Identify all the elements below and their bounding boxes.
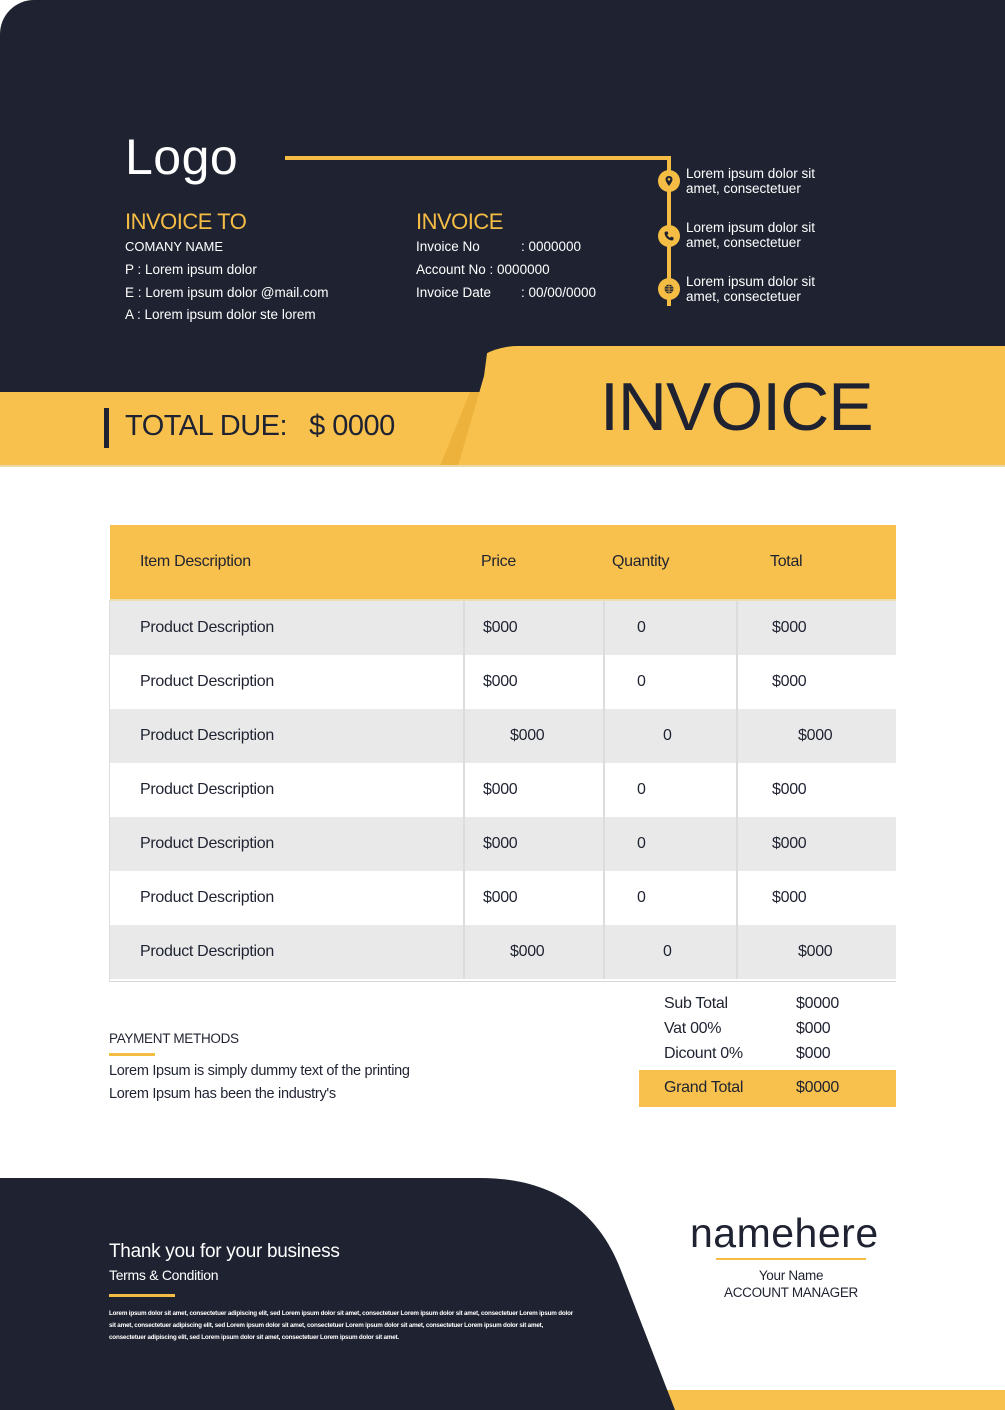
company-name: COMANY NAME: [125, 239, 223, 254]
payment-text-line-2: Lorem Ipsum has been the industry's: [109, 1086, 336, 1102]
row-price: $000: [463, 925, 603, 979]
row-description: Product Description: [140, 727, 274, 744]
row-quantity: 0: [603, 655, 736, 709]
contact-website: Lorem ipsum dolor sit amet, consectetuer: [686, 274, 816, 304]
row-description: Product Description: [140, 781, 274, 798]
payment-methods-title: PAYMENT METHODS: [109, 1031, 239, 1046]
row-total: $000: [736, 871, 896, 925]
table-row: [110, 925, 896, 979]
row-total: $000: [736, 655, 896, 709]
items-table: [110, 525, 896, 979]
terms-underline: [109, 1294, 175, 1297]
row-quantity: 0: [603, 925, 736, 979]
logo: Logo: [125, 129, 239, 185]
row-quantity: 0: [603, 709, 736, 763]
client-address: A : Lorem ipsum dolor ste lorem: [125, 307, 316, 322]
table-row: [110, 763, 896, 817]
invoice-to-title: INVOICE TO: [125, 209, 247, 234]
sub-total: Sub Total $0000: [664, 995, 839, 1012]
row-quantity: 0: [603, 817, 736, 871]
invoice-info-title: INVOICE: [416, 209, 503, 234]
row-price: $000: [463, 763, 603, 817]
column-header-total: Total: [770, 553, 803, 570]
row-price: $000: [463, 871, 603, 925]
table-header: [110, 525, 896, 601]
row-total: $000: [736, 763, 896, 817]
row-description: Product Description: [140, 889, 274, 906]
table-row: [110, 817, 896, 871]
row-total: $000: [736, 817, 896, 871]
terms-body: Lorem ipsum dolor sit amet, consectetuer adipiscing elit, sed Lorem ipsum dolor sit amet, consectetuer Lorem ipsum dolor sit amet, consectetuer Lorem ipsum dolor sit amet, consectetuer adipiscing elit, sed Lorem ipsum dolor sit amet, consectetuer Lorem ipsum dolor sit amet, consectetuer Lorem ipsum dolor sit amet, consectetuer adipiscing elit, sed Lorem ipsum dolor sit amet, consectetuer Lorem ipsum dolor sit amet.: [109, 1310, 573, 1341]
signer-role: ACCOUNT MANAGER: [723, 1285, 858, 1300]
client-phone: P : Lorem ipsum dolor: [125, 262, 257, 277]
column-header-quantity: Quantity: [612, 553, 670, 570]
payment-text-line-1: Lorem Ipsum is simply dummy text of the printing: [109, 1063, 410, 1079]
signature-line: [716, 1258, 866, 1260]
discount: Dicount 0% $000: [664, 1045, 831, 1062]
row-description: Product Description: [140, 673, 274, 690]
payment-underline: [109, 1053, 155, 1056]
total-due: TOTAL DUE: $ 0000: [125, 410, 395, 442]
signature: namehere: [690, 1210, 879, 1256]
contact-phone: Lorem ipsum dolor sit amet, consectetuer: [686, 220, 816, 250]
invoice-date: Invoice Date : 00/00/0000: [416, 285, 597, 300]
vat: Vat 00% $000: [664, 1020, 831, 1037]
logo-divider-line: [285, 156, 670, 160]
column-header-description: Item Description: [140, 553, 251, 570]
column-header-price: Price: [481, 553, 516, 570]
row-quantity: 0: [603, 763, 736, 817]
table-row: [110, 601, 896, 655]
row-price: $000: [463, 601, 603, 655]
table-left-border: [109, 600, 110, 982]
invoice-number: Invoice No : 0000000: [416, 239, 582, 254]
location-pin-icon: [658, 170, 680, 192]
table-bottom-border: [110, 981, 896, 982]
grand-total: Grand Total $0000: [664, 1079, 839, 1096]
terms-title: Terms & Condition: [109, 1267, 219, 1283]
row-description: Product Description: [140, 619, 274, 636]
account-number: Account No : 0000000: [416, 262, 550, 277]
phone-icon: [658, 225, 680, 247]
row-total: $000: [736, 925, 896, 979]
table-row: [110, 709, 896, 763]
row-quantity: 0: [603, 601, 736, 655]
row-price: $000: [463, 709, 603, 763]
page-title: INVOICE: [600, 369, 873, 445]
thank-you-message: Thank you for your business: [109, 1241, 340, 1262]
footer-background: [0, 1178, 680, 1410]
client-email: E : Lorem ipsum dolor @mail.com: [125, 285, 329, 300]
table-row: [110, 655, 896, 709]
row-total: $000: [736, 601, 896, 655]
total-due-marker: [104, 408, 109, 448]
globe-icon: [658, 278, 680, 300]
header-background: [0, 0, 1005, 395]
row-quantity: 0: [603, 871, 736, 925]
row-price: $000: [463, 655, 603, 709]
row-description: Product Description: [140, 943, 274, 960]
row-description: Product Description: [140, 835, 274, 852]
contact-address: Lorem ipsum dolor sit amet, consectetuer: [686, 166, 816, 196]
band-divider: [0, 465, 1005, 467]
row-total: $000: [736, 709, 896, 763]
row-price: $000: [463, 817, 603, 871]
table-row: [110, 871, 896, 925]
signer-name: Your Name: [758, 1268, 824, 1283]
footer-accent-bar: [665, 1390, 1005, 1410]
